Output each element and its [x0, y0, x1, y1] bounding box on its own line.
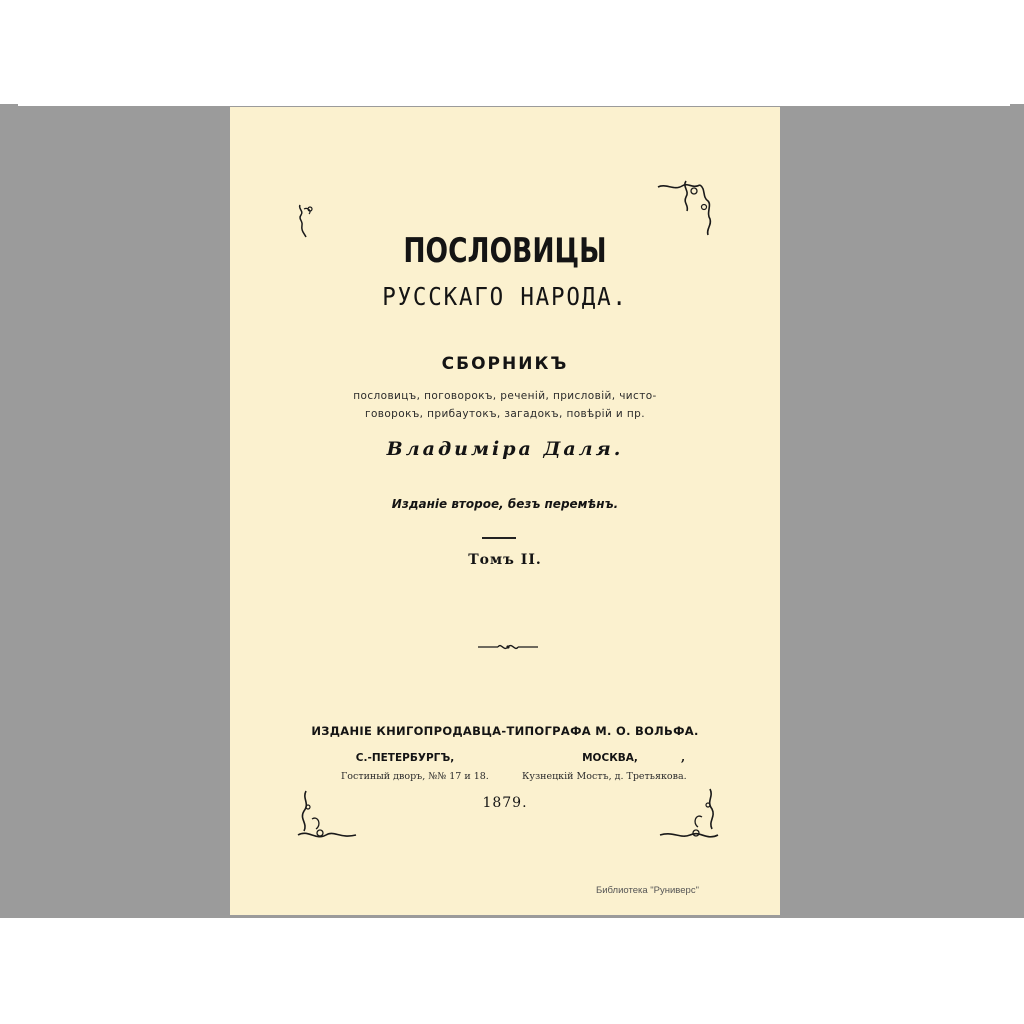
corner-flourish-icon	[658, 787, 720, 845]
viewer-top-divider	[18, 104, 1010, 106]
corner-flourish-icon	[296, 789, 358, 845]
edition-note: Изданіе второе, безъ перемѣнъ.	[391, 497, 619, 511]
short-rule	[482, 537, 516, 539]
address-st-petersburg: Гостиный дворъ, №№ 17 и 18.	[341, 771, 489, 782]
city-separator-mark: ,	[681, 750, 686, 764]
description-line-2: говорокъ, прибаутокъ, загадокъ, повѣрій и пр.	[365, 408, 645, 420]
library-watermark: Библиотека "Руниверс"	[596, 885, 699, 896]
book-title: ПОСЛОВИЦЫ	[403, 231, 607, 271]
ornamental-divider-icon	[476, 639, 540, 655]
publication-year: 1879.	[482, 795, 528, 811]
publisher-line: ИЗДАНІЕ КНИГОПРОДАВЦА-ТИПОГРАФА М. О. ВОЛЬФА.	[311, 724, 699, 738]
corner-flourish-icon	[656, 177, 714, 237]
title-page	[230, 107, 780, 915]
author-name: Владиміра Даля.	[386, 438, 624, 460]
address-moscow: Кузнецкій Мостъ, д. Третьякова.	[522, 771, 687, 782]
book-subtitle: РУССКАГО НАРОДА.	[382, 282, 628, 311]
city-moscow: МОСКВА,	[582, 752, 638, 764]
city-st-petersburg: С.-ПЕТЕРБУРГЪ,	[355, 752, 455, 764]
volume-number: Томъ II.	[468, 552, 542, 568]
description-line-1: пословицъ, поговорокъ, реченій, присловій, чисто-	[353, 390, 657, 402]
collection-heading: СБОРНИКЪ	[441, 354, 569, 374]
